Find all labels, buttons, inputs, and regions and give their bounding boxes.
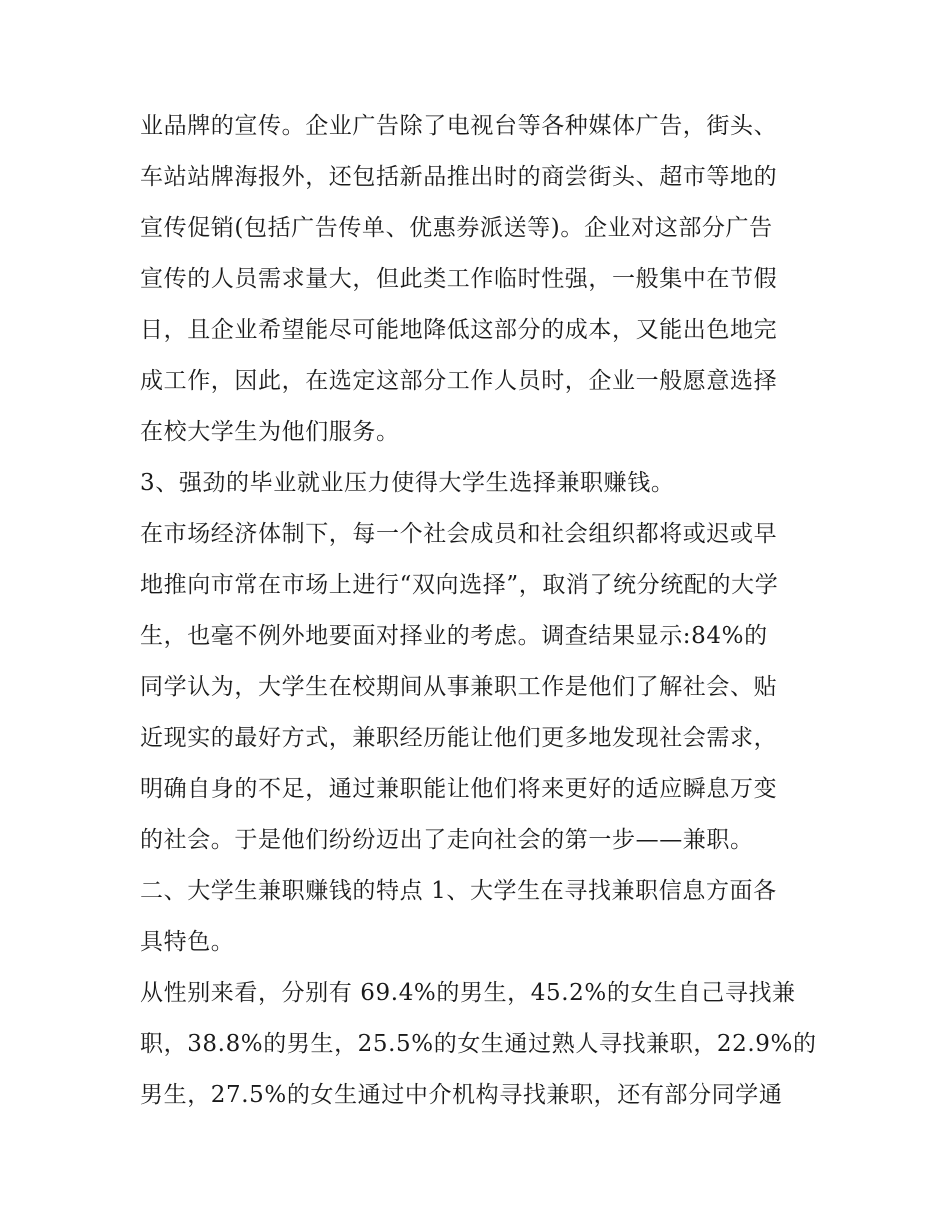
text-line-5: 日，且企业希望能尽可能地降低这部分的成本，又能出色地完 xyxy=(140,317,778,343)
text-line-10: 地推向市常在市场上进行“双向选择”，取消了统分统配的大学 xyxy=(140,572,779,598)
section-heading-2: 二、大学生兼职赚钱的特点 1、大学生在寻找兼职信息方面各 xyxy=(140,878,777,904)
text-line-15: 的社会。于是他们纷纷迈出了走向社会的第一步——兼职。 xyxy=(140,827,754,853)
text-line-4: 宣传的人员需求量大，但此类工作临时性强，一般集中在节假 xyxy=(140,266,778,292)
section-heading-3: 3、强劲的毕业就业压力使得大学生选择兼职赚钱。 xyxy=(140,470,675,496)
text-line-7: 在校大学生为他们服务。 xyxy=(140,419,400,445)
text-line-9: 在市场经济体制下，每一个社会成员和社会组织都将或迟或早 xyxy=(140,521,778,547)
body-text xyxy=(140,101,830,1121)
text-line-12: 同学认为，大学生在校期间从事兼职工作是他们了解社会、贴 xyxy=(140,674,778,700)
text-line-11: 生，也毫不例外地要面对择业的考虑。调查结果显示:84%的 xyxy=(140,623,768,649)
text-line-13: 近现实的最好方式，兼职经历能让他们更多地发现社会需求， xyxy=(140,725,778,751)
text-line-17: 具特色。 xyxy=(140,929,235,955)
text-line-20: 男生，27.5%的女生通过中介机构寻找兼职，还有部分同学通 xyxy=(140,1082,783,1108)
text-line-6: 成工作，因此，在选定这部分工作人员时，企业一般愿意选择 xyxy=(140,368,778,394)
text-line-19: 职，38.8%的男生，25.5%的女生通过熟人寻找兼职，22.9%的 xyxy=(140,1031,817,1057)
text-line-14: 明确自身的不足，通过兼职能让他们将来更好的适应瞬息万变 xyxy=(140,776,778,802)
text-line-18: 从性别来看，分别有 69.4%的男生，45.2%的女生自己寻找兼 xyxy=(140,980,796,1006)
text-line-3: 宣传促销(包括广告传单、优惠券派送等)。企业对这部分广告 xyxy=(140,215,773,241)
text-line-1: 业品牌的宣传。企业广告除了电视台等各种媒体广告，街头、 xyxy=(140,113,778,139)
text-line-2: 车站站牌海报外，还包括新品推出时的商尝街头、超市等地的 xyxy=(140,164,778,190)
